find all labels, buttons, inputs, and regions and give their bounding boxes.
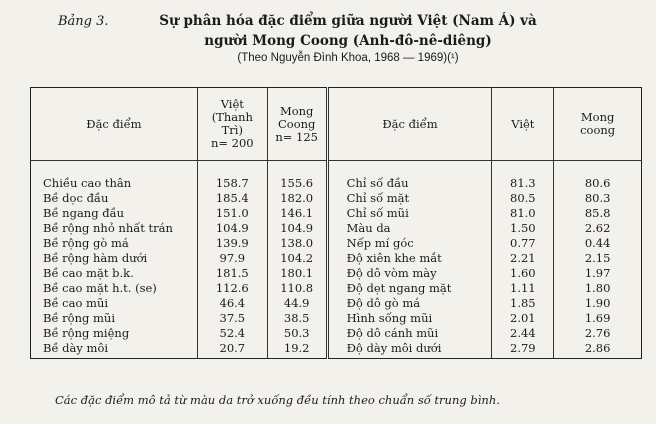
row-value-mong-left: 44.9	[267, 296, 327, 311]
row-value-viet-right: 81.0	[492, 206, 554, 221]
row-value-viet-right: 0.77	[492, 236, 554, 251]
row-value-mong-left: 19.2	[267, 341, 327, 359]
comparison-table	[30, 87, 642, 359]
row-value-mong-left: 182.0	[267, 191, 327, 206]
row-trait-right: Chỉ số mũi	[327, 206, 492, 221]
row-value-viet-right: 1.85	[492, 296, 554, 311]
row-trait-right: Chỉ số mặt	[327, 191, 492, 206]
header-viet-right: Việt	[492, 88, 554, 161]
row-trait-left: Chiều cao thân	[31, 176, 198, 191]
row-trait-left: Bề rộng nhỏ nhất trán	[31, 221, 198, 236]
row-trait-left: Bề cao mặt h.t. (se)	[31, 281, 198, 296]
row-trait-left: Bề cao mũi	[31, 296, 198, 311]
header-trait-left: Đặc điểm	[31, 88, 198, 161]
row-value-mong-right: 1.97	[554, 266, 642, 281]
table-footnote: Các đặc điểm mô tả từ màu da trở xuống đều tính theo chuẩn số trung bình.	[55, 393, 500, 407]
table-row	[31, 281, 642, 296]
row-value-mong-right: 80.3	[554, 191, 642, 206]
row-value-mong-left: 146.1	[267, 206, 327, 221]
row-value-mong-left: 104.2	[267, 251, 327, 266]
table-row	[31, 251, 642, 266]
row-value-mong-right: 1.80	[554, 281, 642, 296]
row-value-viet-right: 1.50	[492, 221, 554, 236]
row-value-mong-left: 104.9	[267, 221, 327, 236]
row-trait-left: Bề ngang đầu	[31, 206, 198, 221]
row-value-viet-right: 1.11	[492, 281, 554, 296]
row-trait-right: Độ dô cánh mũi	[327, 326, 492, 341]
table-row	[31, 176, 642, 191]
row-value-mong-left: 138.0	[267, 236, 327, 251]
row-value-viet-right: 81.3	[492, 176, 554, 191]
caption-title-line1: Sự phân hóa đặc điểm giữa người Việt (Nam Á) và	[159, 13, 537, 29]
table-row	[31, 311, 642, 326]
row-value-mong-right: 2.76	[554, 326, 642, 341]
row-value-viet-left: 20.7	[197, 341, 267, 359]
row-value-viet-left: 158.7	[197, 176, 267, 191]
row-value-mong-right: 1.69	[554, 311, 642, 326]
row-value-viet-right: 80.5	[492, 191, 554, 206]
row-value-mong-right: 85.8	[554, 206, 642, 221]
header-mong-right: Mong coong	[554, 88, 642, 161]
row-value-viet-left: 97.9	[197, 251, 267, 266]
table-caption	[0, 12, 656, 64]
row-trait-left: Bề cao mặt b.k.	[31, 266, 198, 281]
row-value-viet-right: 2.01	[492, 311, 554, 326]
table-row	[31, 191, 642, 206]
row-value-viet-left: 52.4	[197, 326, 267, 341]
table-body	[31, 161, 642, 359]
row-value-mong-right: 2.62	[554, 221, 642, 236]
row-value-viet-right: 2.44	[492, 326, 554, 341]
row-trait-right: Chỉ số đầu	[327, 176, 492, 191]
row-value-mong-left: 155.6	[267, 176, 327, 191]
row-trait-left: Bề rộng mũi	[31, 311, 198, 326]
caption-source: (Theo Nguyễn Đình Khoa, 1968 — 1969)(¹)	[237, 52, 459, 64]
table-row	[31, 296, 642, 311]
header-mong-left: Mong Coong n= 125	[267, 88, 327, 161]
row-trait-right: Nếp mí góc	[327, 236, 492, 251]
row-value-viet-left: 37.5	[197, 311, 267, 326]
row-value-mong-left: 38.5	[267, 311, 327, 326]
row-trait-right: Độ dô gò má	[327, 296, 492, 311]
row-trait-right: Màu da	[327, 221, 492, 236]
table-row	[31, 326, 642, 341]
table-spacer-row	[31, 161, 642, 177]
table-row	[31, 341, 642, 359]
row-trait-left: Bề dày môi	[31, 341, 198, 359]
row-value-mong-right: 0.44	[554, 236, 642, 251]
row-value-mong-left: 110.8	[267, 281, 327, 296]
row-trait-right: Độ xiên khe mắt	[327, 251, 492, 266]
table-row	[31, 221, 642, 236]
row-value-viet-left: 112.6	[197, 281, 267, 296]
row-trait-left: Bề rộng gò má	[31, 236, 198, 251]
row-value-viet-left: 104.9	[197, 221, 267, 236]
caption-title-line2: người Mong Coong (Anh-đô-nê-diêng)	[204, 33, 492, 49]
table-header-row	[31, 88, 642, 161]
row-trait-left: Bề rộng hàm dưới	[31, 251, 198, 266]
table-number: Bảng 3.	[58, 14, 109, 29]
row-value-viet-left: 46.4	[197, 296, 267, 311]
header-trait-right: Đặc điểm	[327, 88, 492, 161]
row-value-viet-right: 2.21	[492, 251, 554, 266]
row-trait-right: Hình sống mũi	[327, 311, 492, 326]
row-value-viet-left: 181.5	[197, 266, 267, 281]
row-value-viet-left: 151.0	[197, 206, 267, 221]
row-trait-left: Bề rộng miệng	[31, 326, 198, 341]
row-value-viet-right: 1.60	[492, 266, 554, 281]
row-trait-right: Độ dẹt ngang mặt	[327, 281, 492, 296]
row-trait-left: Bề dọc đầu	[31, 191, 198, 206]
row-value-mong-left: 180.1	[267, 266, 327, 281]
table-row	[31, 236, 642, 251]
row-value-mong-left: 50.3	[267, 326, 327, 341]
row-value-viet-left: 139.9	[197, 236, 267, 251]
table-row	[31, 206, 642, 221]
row-trait-right: Độ dô vòm mày	[327, 266, 492, 281]
row-value-viet-left: 185.4	[197, 191, 267, 206]
row-value-mong-right: 2.86	[554, 341, 642, 359]
table-row	[31, 266, 642, 281]
row-value-mong-right: 1.90	[554, 296, 642, 311]
row-value-mong-right: 2.15	[554, 251, 642, 266]
header-viet-left: Việt (Thanh Trì) n= 200	[197, 88, 267, 161]
row-value-mong-right: 80.6	[554, 176, 642, 191]
row-trait-right: Độ dày môi dưới	[327, 341, 492, 359]
row-value-viet-right: 2.79	[492, 341, 554, 359]
